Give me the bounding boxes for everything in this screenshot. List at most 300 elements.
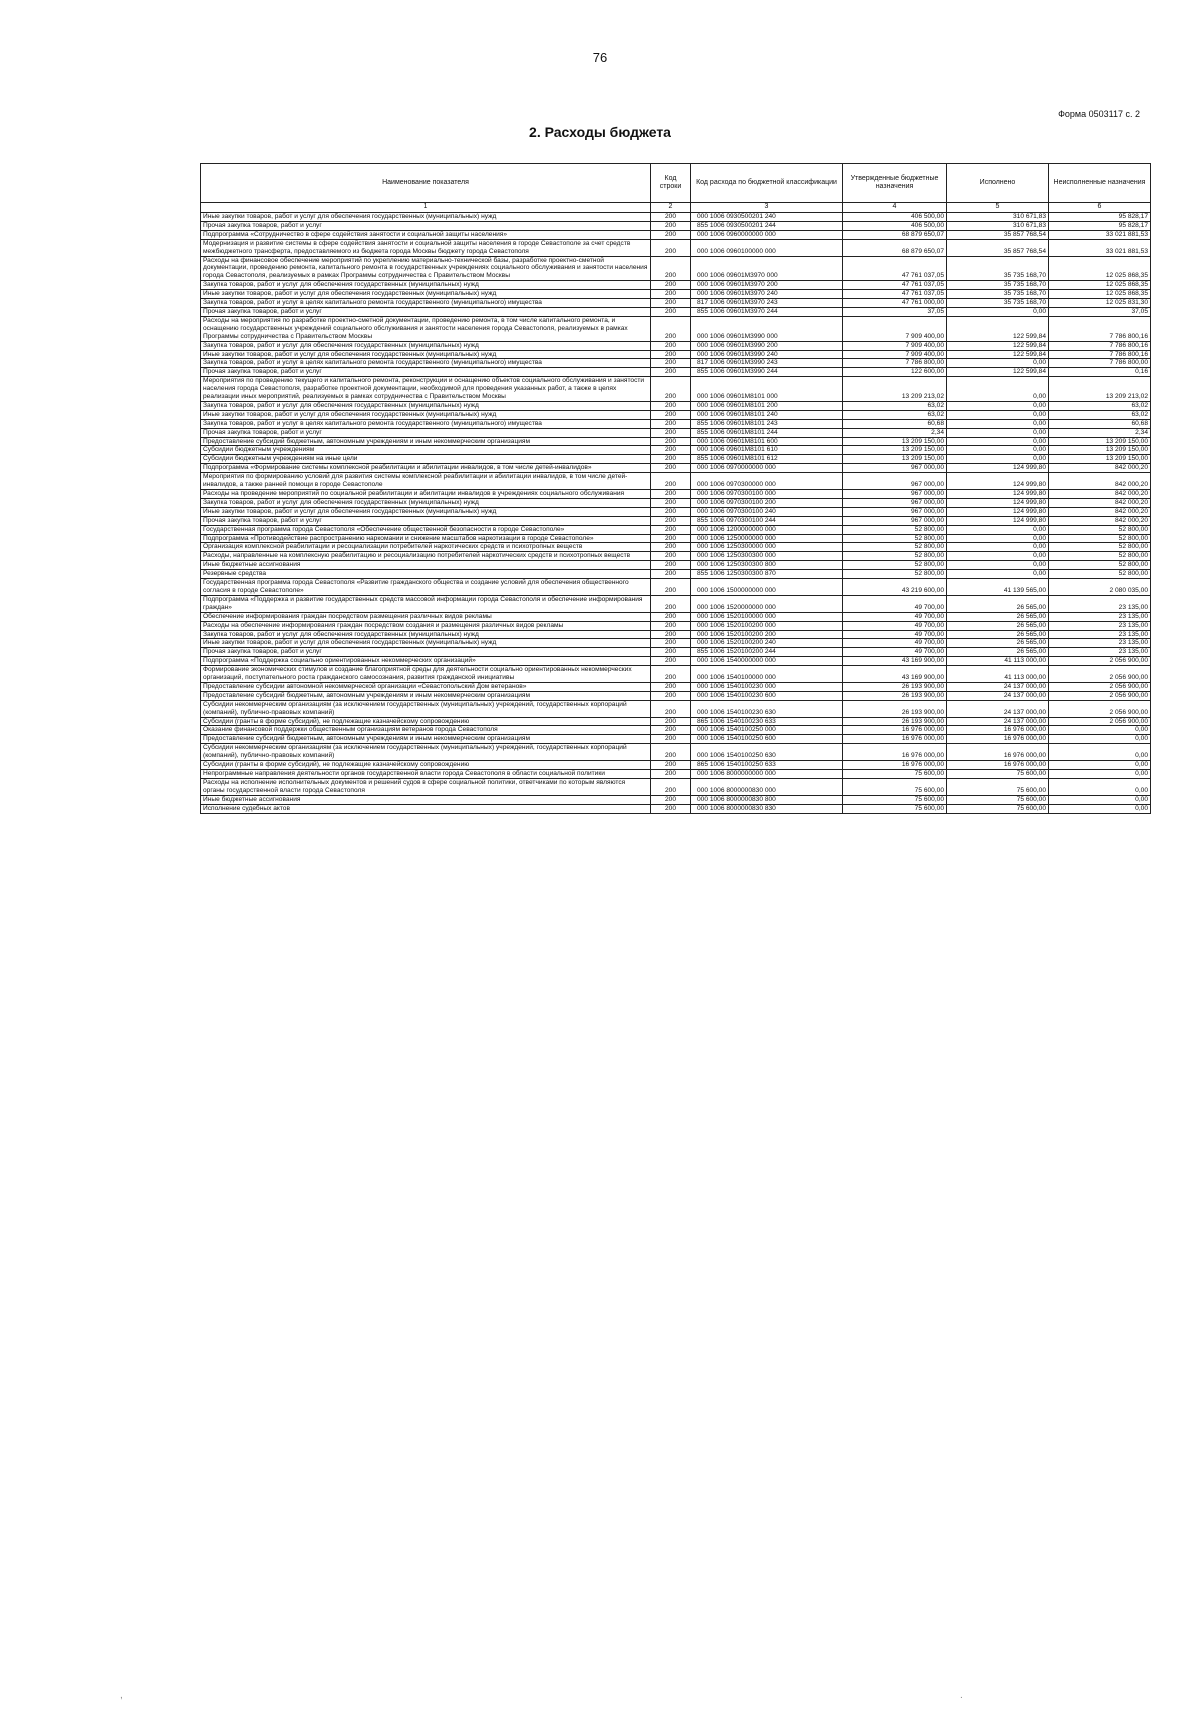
- row-name: Организация комплексной реабилитации и ресоциализации потребителей наркотических средств и психотропных веществ: [201, 543, 651, 552]
- row-budget-code: 000 1006 09601M8101 000: [691, 377, 843, 402]
- row-unexecuted: 2 056 900,00: [1049, 657, 1151, 666]
- row-name: Прочая закупка товаров, работ и услуг: [201, 648, 651, 657]
- row-unexecuted: 7 786 800,00: [1049, 359, 1151, 368]
- row-approved: 47 761 037,05: [843, 290, 947, 299]
- row-approved: 52 800,00: [843, 543, 947, 552]
- row-line-code: 200: [651, 561, 691, 570]
- row-line-code: 200: [651, 534, 691, 543]
- table-header-row: [201, 164, 1151, 203]
- row-approved: 60,68: [843, 419, 947, 428]
- row-line-code: 200: [651, 761, 691, 770]
- row-budget-code: 000 1006 0960000000 000: [691, 230, 843, 239]
- row-unexecuted: 7 786 800,16: [1049, 316, 1151, 341]
- row-line-code: 200: [651, 368, 691, 377]
- row-executed: 75 600,00: [947, 770, 1049, 779]
- row-approved: 49 700,00: [843, 595, 947, 612]
- row-line-code: 200: [651, 525, 691, 534]
- row-unexecuted: 95 828,17: [1049, 221, 1151, 230]
- row-budget-code: 855 1006 0970300100 244: [691, 516, 843, 525]
- row-executed: 0,00: [947, 437, 1049, 446]
- row-budget-code: 000 1006 09601M8101 610: [691, 446, 843, 455]
- table-row: [201, 256, 1151, 281]
- row-name: Подпрограмма «Противодействие распространению наркомании и снижение масштабов наркотизации в городе Севастополе»: [201, 534, 651, 543]
- row-budget-code: 000 1006 1540100230 000: [691, 682, 843, 691]
- row-budget-code: 000 1006 0970000000 000: [691, 464, 843, 473]
- row-approved: 967 000,00: [843, 498, 947, 507]
- row-unexecuted: 0,00: [1049, 744, 1151, 761]
- row-name: Государственная программа города Севастополя «Обеспечение общественной безопасности в городе Севастополе»: [201, 525, 651, 534]
- row-line-code: 200: [651, 666, 691, 683]
- row-name: Субсидии некоммерческим организациям (за исключением государственных (муниципальных) учреждений, государственных корпораций (компаний), публично-правовых компаний): [201, 744, 651, 761]
- row-line-code: 200: [651, 256, 691, 281]
- row-budget-code: 000 1006 09601M3990 240: [691, 350, 843, 359]
- row-executed: 310 671,83: [947, 213, 1049, 222]
- table-row: [201, 761, 1151, 770]
- row-unexecuted: 63,02: [1049, 401, 1151, 410]
- row-approved: 49 700,00: [843, 612, 947, 621]
- row-executed: 16 976 000,00: [947, 761, 1049, 770]
- row-unexecuted: 52 800,00: [1049, 561, 1151, 570]
- row-line-code: 200: [651, 579, 691, 596]
- row-line-code: 200: [651, 639, 691, 648]
- row-name: Иные бюджетные ассигнования: [201, 561, 651, 570]
- row-budget-code: 000 1006 1200000000 000: [691, 525, 843, 534]
- row-executed: 0,00: [947, 525, 1049, 534]
- row-budget-code: 855 1006 09601M3990 244: [691, 368, 843, 377]
- row-unexecuted: 842 000,20: [1049, 507, 1151, 516]
- row-name: Предоставление субсидии автономной некоммерческой организации «Севастопольский Дом ветеранов»: [201, 682, 651, 691]
- row-executed: 0,00: [947, 428, 1049, 437]
- row-approved: 68 879 650,07: [843, 239, 947, 256]
- row-name: Прочая закупка товаров, работ и услуг: [201, 428, 651, 437]
- table-row: [201, 570, 1151, 579]
- row-unexecuted: 12 025 831,30: [1049, 299, 1151, 308]
- row-line-code: 200: [651, 778, 691, 795]
- row-approved: 406 500,00: [843, 213, 947, 222]
- row-budget-code: 000 1006 0930500201 240: [691, 213, 843, 222]
- row-executed: 26 565,00: [947, 639, 1049, 648]
- row-name: Исполнение судебных актов: [201, 804, 651, 813]
- row-budget-code: 000 1006 1520100200 000: [691, 621, 843, 630]
- row-line-code: 200: [651, 419, 691, 428]
- row-executed: 24 137 000,00: [947, 691, 1049, 700]
- row-name: Иные закупки товаров, работ и услуг для обеспечения государственных (муниципальных) нужд: [201, 290, 651, 299]
- row-executed: 24 137 000,00: [947, 717, 1049, 726]
- row-approved: 7 909 400,00: [843, 316, 947, 341]
- row-name: Резервные средства: [201, 570, 651, 579]
- table-row: [201, 428, 1151, 437]
- row-budget-code: 000 1006 1540100230 600: [691, 691, 843, 700]
- row-line-code: 200: [651, 446, 691, 455]
- expenses-table-container: [200, 163, 1150, 814]
- row-name: Субсидии бюджетным учреждениям на иные цели: [201, 455, 651, 464]
- row-approved: 52 800,00: [843, 561, 947, 570]
- row-unexecuted: 13 209 150,00: [1049, 446, 1151, 455]
- row-executed: 310 671,83: [947, 221, 1049, 230]
- row-executed: 0,00: [947, 377, 1049, 402]
- table-row: [201, 299, 1151, 308]
- row-budget-code: 000 1006 1500000000 000: [691, 579, 843, 596]
- table-row: [201, 700, 1151, 717]
- row-budget-code: 855 1006 09601M8101 612: [691, 455, 843, 464]
- row-unexecuted: 52 800,00: [1049, 534, 1151, 543]
- row-budget-code: 000 1006 8000000830 000: [691, 778, 843, 795]
- row-budget-code: 000 1006 09601M8101 240: [691, 410, 843, 419]
- row-line-code: 200: [651, 717, 691, 726]
- table-row: [201, 744, 1151, 761]
- row-approved: 75 600,00: [843, 804, 947, 813]
- table-row: [201, 561, 1151, 570]
- table-row: [201, 682, 1151, 691]
- row-budget-code: 000 1006 1250300300 000: [691, 552, 843, 561]
- row-approved: 26 193 900,00: [843, 691, 947, 700]
- row-name: Закупка товаров, работ и услуг для обеспечения государственных (муниципальных) нужд: [201, 630, 651, 639]
- table-row: [201, 239, 1151, 256]
- row-budget-code: 855 1006 09601M8101 244: [691, 428, 843, 437]
- row-name: Закупка товаров, работ и услуг в целях капитального ремонта государственного (муниципального) имущества: [201, 359, 651, 368]
- column-number-row: [201, 203, 1151, 213]
- table-row: [201, 516, 1151, 525]
- table-row: [201, 464, 1151, 473]
- row-unexecuted: 23 135,00: [1049, 630, 1151, 639]
- table-row: [201, 473, 1151, 490]
- row-executed: 24 137 000,00: [947, 700, 1049, 717]
- row-line-code: 200: [651, 437, 691, 446]
- page-title: 2. Расходы бюджета: [529, 124, 671, 140]
- table-row: [201, 455, 1151, 464]
- row-approved: 49 700,00: [843, 648, 947, 657]
- row-budget-code: 000 1006 0960100000 000: [691, 239, 843, 256]
- row-approved: 52 800,00: [843, 552, 947, 561]
- row-unexecuted: 2 056 900,00: [1049, 717, 1151, 726]
- row-budget-code: 000 1006 8000000000 000: [691, 770, 843, 779]
- row-name: Субсидии (гранты в форме субсидий), не подлежащие казначейскому сопровождению: [201, 761, 651, 770]
- row-unexecuted: 33 021 881,53: [1049, 239, 1151, 256]
- row-budget-code: 000 1006 8000000830 830: [691, 804, 843, 813]
- row-name: Расходы на финансовое обеспечение мероприятий по укреплению материально-технической базы, разработке проектно-сметной документации, проведению ремонта, капитального ремонта в государственных учреждениях социального обслуживания и занятости населения города Севастополя, реализуемых в рамках Программы сотрудничества с Правительством Москвы: [201, 256, 651, 281]
- row-unexecuted: 23 135,00: [1049, 595, 1151, 612]
- row-unexecuted: 7 786 800,16: [1049, 341, 1151, 350]
- table-row: [201, 657, 1151, 666]
- row-line-code: 200: [651, 464, 691, 473]
- row-unexecuted: 33 021 881,53: [1049, 230, 1151, 239]
- row-executed: 122 599,84: [947, 341, 1049, 350]
- row-line-code: 200: [651, 770, 691, 779]
- table-row: [201, 726, 1151, 735]
- row-line-code: 200: [651, 490, 691, 499]
- row-budget-code: 817 1006 09601M3990 243: [691, 359, 843, 368]
- row-name: Обеспечение информирования граждан посредством размещения различных видов рекламы: [201, 612, 651, 621]
- row-executed: 26 565,00: [947, 648, 1049, 657]
- row-budget-code: 855 1006 09601M8101 243: [691, 419, 843, 428]
- row-executed: 0,00: [947, 455, 1049, 464]
- row-name: Закупка товаров, работ и услуг в целях капитального ремонта государственного (муниципального) имущества: [201, 419, 651, 428]
- row-unexecuted: 2 056 900,00: [1049, 682, 1151, 691]
- row-approved: 7 786 800,00: [843, 359, 947, 368]
- row-executed: 122 599,84: [947, 316, 1049, 341]
- header-line-code: Код строки: [651, 164, 691, 203]
- table-row: [201, 639, 1151, 648]
- row-approved: 52 800,00: [843, 525, 947, 534]
- row-line-code: 200: [651, 682, 691, 691]
- table-row: [201, 377, 1151, 402]
- row-budget-code: 000 1006 1520100000 000: [691, 612, 843, 621]
- table-row: [201, 804, 1151, 813]
- row-line-code: 200: [651, 621, 691, 630]
- row-line-code: 200: [651, 735, 691, 744]
- table-row: [201, 717, 1151, 726]
- row-budget-code: 000 1006 1250300000 000: [691, 543, 843, 552]
- row-name: Непрограммные направления деятельности органов государственной власти города Севастополя в области социальной политики: [201, 770, 651, 779]
- row-line-code: 200: [651, 473, 691, 490]
- row-name: Мероприятия по проведению текущего и капитального ремонта, реконструкции и оснащению объектов социального обслуживания и занятости населения города Севастополя, разработке проектной документации, необходимой для проведения указанных работ, а также в целях реализации иных мероприятий, реализуемых в рамках сотрудничества с Правительством Москвы: [201, 377, 651, 402]
- row-line-code: 200: [651, 700, 691, 717]
- row-unexecuted: 2 080 035,00: [1049, 579, 1151, 596]
- row-budget-code: 000 1006 1540100000 000: [691, 666, 843, 683]
- row-unexecuted: 95 828,17: [1049, 213, 1151, 222]
- row-unexecuted: 0,00: [1049, 778, 1151, 795]
- row-budget-code: 000 1006 1520100200 200: [691, 630, 843, 639]
- row-executed: 122 599,84: [947, 368, 1049, 377]
- table-row: [201, 359, 1151, 368]
- row-unexecuted: 0,00: [1049, 795, 1151, 804]
- row-approved: 49 700,00: [843, 630, 947, 639]
- row-unexecuted: 2,34: [1049, 428, 1151, 437]
- header-budget-code: Код расхода по бюджетной классификации: [691, 164, 843, 203]
- row-line-code: 200: [651, 516, 691, 525]
- table-row: [201, 507, 1151, 516]
- row-budget-code: 000 1006 1540100250 000: [691, 726, 843, 735]
- row-unexecuted: 0,00: [1049, 726, 1151, 735]
- row-budget-code: 855 1006 09601M3970 244: [691, 307, 843, 316]
- row-line-code: 200: [651, 239, 691, 256]
- row-executed: 41 113 000,00: [947, 666, 1049, 683]
- row-line-code: 200: [651, 726, 691, 735]
- row-executed: 0,00: [947, 307, 1049, 316]
- table-row: [201, 341, 1151, 350]
- row-line-code: 200: [651, 377, 691, 402]
- row-line-code: 200: [651, 744, 691, 761]
- row-executed: 124 999,80: [947, 490, 1049, 499]
- row-unexecuted: 12 025 868,35: [1049, 290, 1151, 299]
- row-line-code: 200: [651, 570, 691, 579]
- row-executed: 75 600,00: [947, 795, 1049, 804]
- row-name: Прочая закупка товаров, работ и услуг: [201, 307, 651, 316]
- row-executed: 124 999,80: [947, 498, 1049, 507]
- row-name: Мероприятия по формированию условий для развития системы комплексной реабилитации и абилитации инвалидов, в том числе детей-инвалидов, а также ранней помощи в городе Севастополе: [201, 473, 651, 490]
- row-executed: 35 735 168,70: [947, 256, 1049, 281]
- row-name: Расходы на проведение мероприятий по социальной реабилитации и абилитации инвалидов в учреждениях социального обслуживания: [201, 490, 651, 499]
- row-approved: 26 193 900,00: [843, 717, 947, 726]
- row-line-code: 200: [651, 507, 691, 516]
- row-line-code: 200: [651, 543, 691, 552]
- row-executed: 41 113 000,00: [947, 657, 1049, 666]
- table-row: [201, 525, 1151, 534]
- row-unexecuted: 842 000,20: [1049, 490, 1151, 499]
- row-name: Расходы на исполнение исполнительных документов и решений судов в сфере социальной политики, ответчиками по которым являются органы государственной власти города Севастополя: [201, 778, 651, 795]
- scan-marks: [0, 1690, 1200, 1710]
- row-line-code: 200: [651, 401, 691, 410]
- row-approved: 43 169 900,00: [843, 657, 947, 666]
- row-unexecuted: 63,02: [1049, 410, 1151, 419]
- table-row: [201, 534, 1151, 543]
- row-approved: 63,02: [843, 410, 947, 419]
- table-row: [201, 221, 1151, 230]
- row-approved: 967 000,00: [843, 473, 947, 490]
- table-row: [201, 579, 1151, 596]
- row-unexecuted: 0,00: [1049, 770, 1151, 779]
- row-executed: 0,00: [947, 410, 1049, 419]
- row-budget-code: 000 1006 1540100230 630: [691, 700, 843, 717]
- row-unexecuted: 2 056 900,00: [1049, 700, 1151, 717]
- row-budget-code: 000 1006 0970300100 000: [691, 490, 843, 499]
- table-row: [201, 281, 1151, 290]
- row-approved: 7 909 400,00: [843, 350, 947, 359]
- row-executed: 24 137 000,00: [947, 682, 1049, 691]
- row-executed: 0,00: [947, 552, 1049, 561]
- table-row: [201, 543, 1151, 552]
- row-name: Предоставление субсидий бюджетным, автономным учреждениям и иным некоммерческим организациям: [201, 437, 651, 446]
- row-executed: 26 565,00: [947, 612, 1049, 621]
- row-unexecuted: 52 800,00: [1049, 570, 1151, 579]
- row-line-code: 200: [651, 410, 691, 419]
- row-budget-code: 000 1006 0970300000 000: [691, 473, 843, 490]
- row-name: Прочая закупка товаров, работ и услуг: [201, 221, 651, 230]
- row-unexecuted: 0,00: [1049, 804, 1151, 813]
- row-approved: 49 700,00: [843, 639, 947, 648]
- row-budget-code: 000 1006 8000000830 800: [691, 795, 843, 804]
- row-unexecuted: 52 800,00: [1049, 525, 1151, 534]
- row-approved: 52 800,00: [843, 534, 947, 543]
- row-budget-code: 000 1006 1540000000 000: [691, 657, 843, 666]
- table-row: [201, 630, 1151, 639]
- row-name: Предоставление субсидий бюджетным, автономным учреждениям и иным некоммерческим организациям: [201, 735, 651, 744]
- row-unexecuted: 0,16: [1049, 368, 1151, 377]
- table-row: [201, 498, 1151, 507]
- row-budget-code: 000 1006 0970300100 240: [691, 507, 843, 516]
- row-budget-code: 000 1006 09601M3990 200: [691, 341, 843, 350]
- row-line-code: 200: [651, 691, 691, 700]
- row-executed: 35 735 168,70: [947, 281, 1049, 290]
- table-row: [201, 612, 1151, 621]
- row-budget-code: 865 1006 1540100230 633: [691, 717, 843, 726]
- row-unexecuted: 12 025 868,35: [1049, 256, 1151, 281]
- row-name: Иные закупки товаров, работ и услуг для обеспечения государственных (муниципальных) нужд: [201, 213, 651, 222]
- row-unexecuted: 842 000,20: [1049, 464, 1151, 473]
- row-line-code: 200: [651, 455, 691, 464]
- table-row: [201, 770, 1151, 779]
- row-approved: 967 000,00: [843, 464, 947, 473]
- row-approved: 75 600,00: [843, 778, 947, 795]
- row-line-code: 200: [651, 657, 691, 666]
- row-unexecuted: 842 000,20: [1049, 498, 1151, 507]
- row-budget-code: 865 1006 1540100250 633: [691, 761, 843, 770]
- row-approved: 967 000,00: [843, 490, 947, 499]
- row-approved: 122 600,00: [843, 368, 947, 377]
- row-name: Предоставление субсидий бюджетным, автономным учреждениям и иным некоммерческим организациям: [201, 691, 651, 700]
- row-line-code: 200: [651, 213, 691, 222]
- row-name: Подпрограмма «Поддержка и развитие государственных средств массовой информации города Севастополя и обеспечение информирования граждан»: [201, 595, 651, 612]
- row-approved: 406 500,00: [843, 221, 947, 230]
- row-name: Иные закупки товаров, работ и услуг для обеспечения государственных (муниципальных) нужд: [201, 350, 651, 359]
- expenses-table: [200, 163, 1151, 814]
- row-unexecuted: 23 135,00: [1049, 648, 1151, 657]
- row-budget-code: 855 1006 0930500201 244: [691, 221, 843, 230]
- row-name: Иные закупки товаров, работ и услуг для обеспечения государственных (муниципальных) нужд: [201, 410, 651, 419]
- row-executed: 35 857 768,54: [947, 239, 1049, 256]
- row-executed: 16 976 000,00: [947, 735, 1049, 744]
- row-name: Расходы на мероприятия по разработке проектно-сметной документации, проведению ремонта, в том числе капитального ремонта, и оснащению государственных учреждений социального обслуживания и занятости населения города Севастополя, реализуемых в рамках Программы сотрудничества с Правительством Москвы: [201, 316, 651, 341]
- row-executed: 26 565,00: [947, 630, 1049, 639]
- row-unexecuted: 13 209 150,00: [1049, 437, 1151, 446]
- column-number: 5: [947, 203, 1049, 213]
- row-line-code: 200: [651, 630, 691, 639]
- column-number: 3: [691, 203, 843, 213]
- row-approved: 47 761 037,05: [843, 256, 947, 281]
- table-row: [201, 213, 1151, 222]
- row-name: Государственная программа города Севастополя «Развитие гражданского общества и создание условий для обеспечения общественного согласия в городе Севастополе»: [201, 579, 651, 596]
- row-approved: 967 000,00: [843, 507, 947, 516]
- row-budget-code: 000 1006 09601M3990 000: [691, 316, 843, 341]
- table-row: [201, 410, 1151, 419]
- row-executed: 124 999,80: [947, 516, 1049, 525]
- scan-mark: .: [960, 1690, 963, 1701]
- row-unexecuted: 23 135,00: [1049, 612, 1151, 621]
- row-budget-code: 855 1006 1250300300 870: [691, 570, 843, 579]
- row-approved: 7 909 400,00: [843, 341, 947, 350]
- table-row: [201, 437, 1151, 446]
- row-line-code: 200: [651, 299, 691, 308]
- column-number: 4: [843, 203, 947, 213]
- column-number: 1: [201, 203, 651, 213]
- table-row: [201, 401, 1151, 410]
- row-executed: 0,00: [947, 419, 1049, 428]
- row-name: Закупка товаров, работ и услуг для обеспечения государственных (муниципальных) нужд: [201, 341, 651, 350]
- row-line-code: 200: [651, 595, 691, 612]
- table-row: [201, 490, 1151, 499]
- row-approved: 63,02: [843, 401, 947, 410]
- row-name: Закупка товаров, работ и услуг для обеспечения государственных (муниципальных) нужд: [201, 498, 651, 507]
- row-executed: 0,00: [947, 561, 1049, 570]
- row-approved: 47 761 000,00: [843, 299, 947, 308]
- header-approved: Утвержденные бюджетные назначения: [843, 164, 947, 203]
- row-line-code: 200: [651, 341, 691, 350]
- row-name: Субсидии бюджетным учреждениям: [201, 446, 651, 455]
- row-line-code: 200: [651, 552, 691, 561]
- row-line-code: 200: [651, 428, 691, 437]
- row-line-code: 200: [651, 350, 691, 359]
- row-approved: 37,05: [843, 307, 947, 316]
- row-executed: 124 999,80: [947, 507, 1049, 516]
- row-budget-code: 000 1006 09601M8101 600: [691, 437, 843, 446]
- row-unexecuted: 37,05: [1049, 307, 1151, 316]
- row-unexecuted: 52 800,00: [1049, 552, 1151, 561]
- table-row: [201, 666, 1151, 683]
- row-executed: 16 976 000,00: [947, 744, 1049, 761]
- row-name: Субсидии некоммерческим организациям (за исключением государственных (муниципальных) учреждений, государственных корпораций (компаний), публично-правовых компаний): [201, 700, 651, 717]
- table-row: [201, 290, 1151, 299]
- row-unexecuted: 2 056 900,00: [1049, 691, 1151, 700]
- row-executed: 0,00: [947, 359, 1049, 368]
- row-executed: 0,00: [947, 543, 1049, 552]
- row-approved: 52 800,00: [843, 570, 947, 579]
- page-number: 76: [592, 50, 608, 65]
- row-budget-code: 000 1006 09601M3970 000: [691, 256, 843, 281]
- row-unexecuted: 23 135,00: [1049, 621, 1151, 630]
- row-unexecuted: 842 000,20: [1049, 516, 1151, 525]
- row-line-code: 200: [651, 804, 691, 813]
- row-executed: 124 999,80: [947, 473, 1049, 490]
